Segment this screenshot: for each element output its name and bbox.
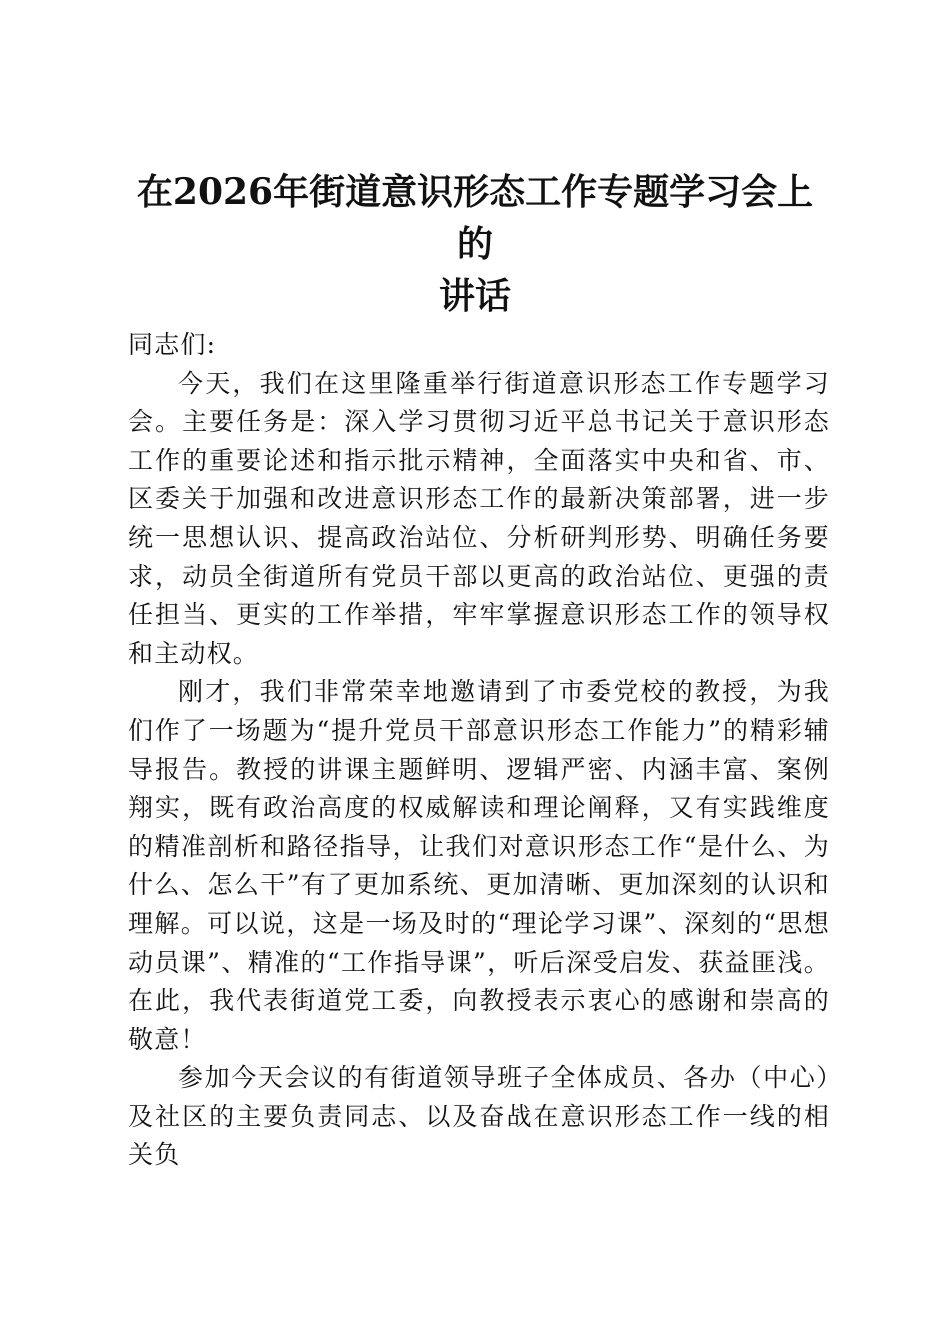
paragraph-3: 参加今天会议的有街道领导班子全体成员、各办（中心）及社区的主要负责同志、以及奋战在意识形态工作一线的相关负 xyxy=(128,1063,830,1170)
title-line-1: 在2026年街道意识形态工作专题学习会上的 xyxy=(136,171,814,265)
document-body xyxy=(128,326,830,1175)
title-line-2: 讲话 xyxy=(438,275,511,317)
paragraph-1: 今天，我们在这里隆重举行街道意识形态工作专题学习会。主要任务是：深入学习贯彻习近平总书记关于意识形态工作的重要论述和指示批示精神，全面落实中央和省、市、区委关于加强和改进意识形态工作的最新决策部署，进一步统一思想认识、提高政治站位、分析研判形势、明确任务要求，动员全街道所有党员干部以更高的政治站位、更强的责任担当、更实的工作举措，牢牢掌握意识形态工作的领导权和主动权。 xyxy=(128,368,830,668)
paragraph-2: 刚才，我们非常荣幸地邀请到了市委党校的教授，为我们作了一场题为“提升党员干部意识形态工作能力”的精彩辅导报告。教授的讲课主题鲜明、逻辑严密、内涵丰富、案例翔实，既有政治高度的权威解读和理论阐释，又有实践维度的精准剖析和路径指导，让我们对意识形态工作“是什么、为什么、怎么干”有了更加系统、更加清晰、更加深刻的认识和理解。可以说，这是一场及时的“理论学习课”、深刻的“思想动员课”、精准的“工作指导课”，听后深受启发、获益匪浅。在此，我代表街道党工委，向教授表示衷心的感谢和崇高的敬意！ xyxy=(128,677,830,1054)
salutation: 同志们: xyxy=(128,330,217,359)
document-title xyxy=(120,166,830,322)
